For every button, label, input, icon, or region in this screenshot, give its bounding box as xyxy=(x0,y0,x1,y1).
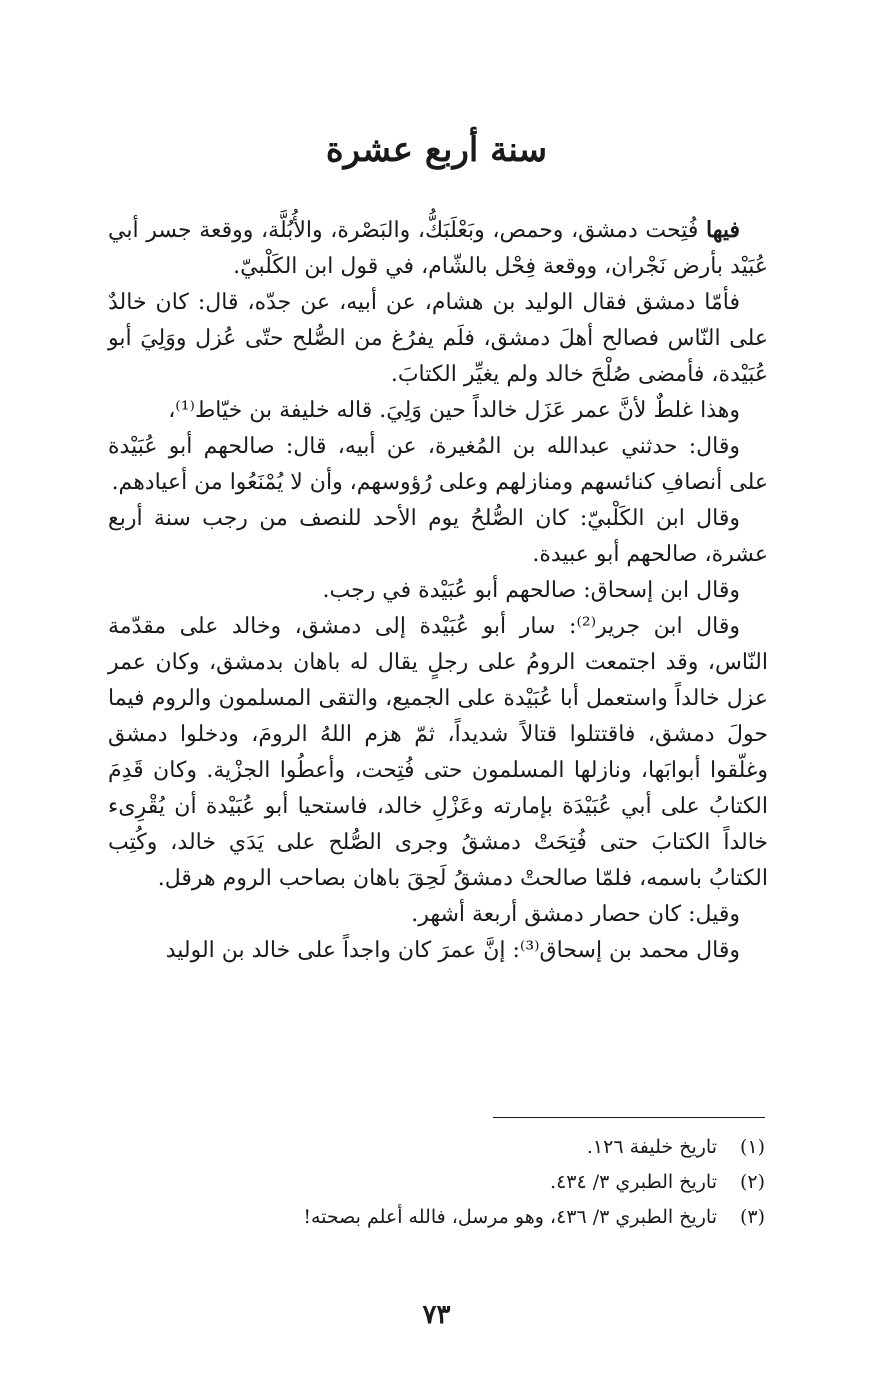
footnote-text: تاريخ خليفة ١٢٦. xyxy=(586,1136,717,1158)
paragraph-kalbi-report: وقال ابن الكَلْبيّ: كان الصُّلحُ يوم الأحد للنصف من رجب سنة أربع عشرة، صالحهم أبو عبيدة. xyxy=(108,506,768,567)
paragraph-damascus-peace: فأمّا دمشق فقال الوليد بن هشام، عن أبيه، عن جدّه، قال: كان خالدٌ على النّاس فصالح أهلَ دمشق، فلَم يفرُغ من الصُّلح حتّى عُزل ووَلِيَ أبو عُبَيْدة، فأمضى صُلْحَ خالد ولم يغيِّر الكتابَ. xyxy=(108,290,768,387)
paragraph-error-note: وهذا غلطٌ لأنَّ عمر عَزَل خالداً حين وَلِيَ. قاله خليفة بن خيّاط⁽¹⁾، xyxy=(168,398,740,423)
footnote-text: تاريخ الطبري ٣/ ٤٣٤. xyxy=(550,1171,717,1193)
intro-paragraph xyxy=(108,212,768,285)
paragraph-ibn-jarir-report: وقال ابن جرير⁽²⁾: سار أبو عُبَيْدة إلى دمشق، وخالد على مقدّمة النّاس، وقد اجتمعت الرومُ على رجلٍ يقال له باهان بدمشق، وكان عمر عزل خالداً واستعمل أبا عُبَيْدة على الجميع، والتقى المسلمون والروم فيما حولَ دمشق، فاقتتلوا قتالاً شديداً، ثمّ هزم اللهُ الرومَ، ودخلوا دمشق وغلّقوا أبوابَها، ونازلها المسلمون حتى فُتِحت، وأعطُوا الجزْية. وكان قَدِمَ الكتابُ على أبي عُبَيْدَة بإمارته وعَزْلِ خالد، فاستحيا أبو عُبَيْدة أن يُقْرِىء خالداً الكتابَ حتى فُتِحَتْ دمشقُ وجرى الصُّلح على يَدَي خالد، وكُتِب الكتابُ باسمه، فلمّا صالحتْ دمشقُ لَحِقَ باهان بصاحب الروم هرقل. xyxy=(108,614,769,891)
paragraph-ibn-ishaq-report: وقال ابن إسحاق: صالحهم أبو عُبَيْدة في رجب. xyxy=(322,578,740,603)
footnote-number: (٣) xyxy=(739,1206,765,1228)
footnote-number: (١) xyxy=(739,1136,765,1158)
footnote-item xyxy=(105,1130,765,1165)
paragraph-muhammad-ibn-ishaq: وقال محمد بن إسحاق⁽³⁾: إنَّ عمرَ كان واجداً على خالد بن الوليد xyxy=(165,938,740,963)
footnote-item xyxy=(105,1165,765,1200)
page-number: ٧٣ xyxy=(422,1300,451,1330)
paragraph-siege-duration: وقيل: كان حصار دمشق أربعة أشهر. xyxy=(411,902,740,927)
footnote-separator xyxy=(493,1117,765,1118)
paragraph-mughira-report: وقال: حدثني عبدالله بن المُغيرة، عن أبيه، قال: صالحهم أبو عُبَيْدة على أنصافِ كنائسهم ومنازلهم وعلى رُؤوسهم، وأن لا يُمْنَعُوا من أعيادهم. xyxy=(108,434,768,495)
intro-lead-word: فيها xyxy=(706,217,740,243)
footnote-text: تاريخ الطبري ٣/ ٤٣٦، وهو مرسل، فالله أعلم بصحته! xyxy=(303,1206,717,1228)
footnotes xyxy=(105,1130,765,1235)
footnote-item xyxy=(105,1200,765,1235)
main-text xyxy=(108,212,768,969)
intro-text: فُتِحت دمشق، وحمص، وبَعْلَبَكُّ، والبَصْرة، والأُبُلَّة، ووقعة جسر أبي عُبَيْد بأرض نَجْران، ووقعة فِحْل بالشّام، في قول ابن الكَلْبيّ. xyxy=(108,218,768,279)
chapter-title: سنة أربع عشرة xyxy=(325,130,548,170)
footnote-number: (٢) xyxy=(739,1171,765,1193)
